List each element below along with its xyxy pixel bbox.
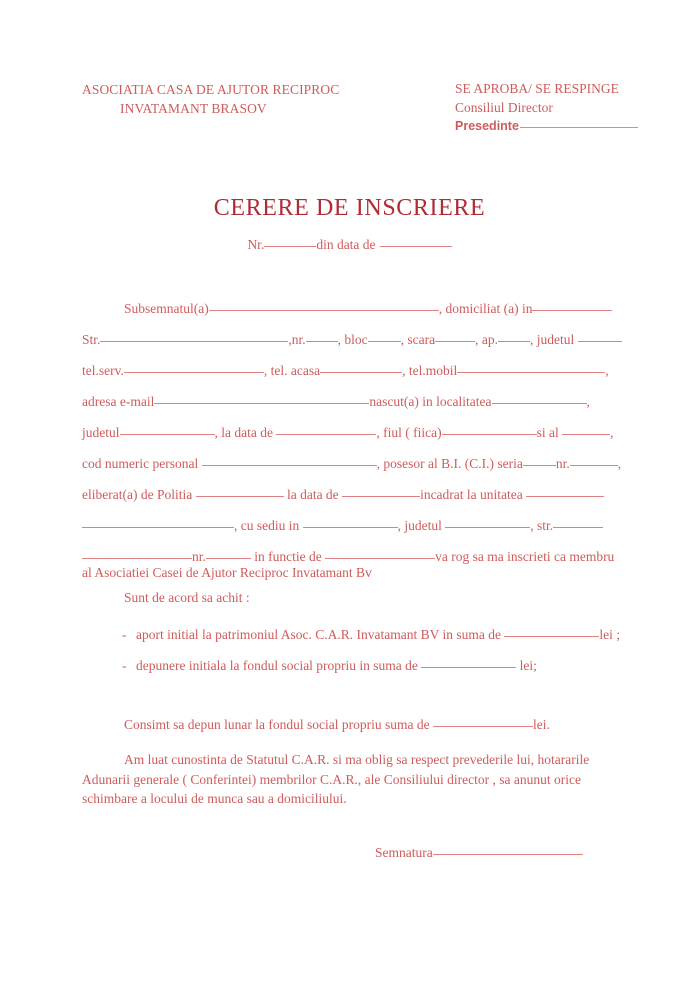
form-line-2-blank-0[interactable] <box>124 359 264 373</box>
form-line-6-label-0: eliberat(a) de Politia <box>82 487 196 502</box>
agreement-intro: Sunt de acord sa achit : <box>124 590 250 605</box>
form-line-3-label-2: , <box>586 394 590 409</box>
monthly-contribution-blank-0[interactable] <box>433 713 533 727</box>
form-line-6-blank-2[interactable] <box>526 483 604 497</box>
agreement-bullet-list <box>122 623 642 685</box>
form-line-1-blank-2[interactable] <box>368 328 401 342</box>
form-line-0-label-0: Subsemnatul(a) <box>124 301 209 316</box>
date-label: din data de <box>316 237 376 252</box>
signature-rule[interactable] <box>433 854 583 855</box>
date-input-rule[interactable] <box>380 246 452 247</box>
form-line-2-blank-2[interactable] <box>457 359 605 373</box>
form-line-2-label-3: , <box>605 363 609 378</box>
form-line-5-blank-0[interactable] <box>202 452 377 466</box>
form-line-3-blank-1[interactable] <box>492 390 587 404</box>
monthly-contribution-label-1: lei. <box>532 717 550 732</box>
form-line-4-label-0: judetul <box>82 425 120 440</box>
form-line-1-blank-3[interactable] <box>435 328 475 342</box>
form-line-7-label-0: , cu sediu in <box>234 518 303 533</box>
form-line-2-label-2: , tel.mobil <box>402 363 458 378</box>
president-label: Presedinte <box>455 119 519 133</box>
form-line-5-blank-2[interactable] <box>570 452 618 466</box>
form-line-7-label-2: , str. <box>530 518 554 533</box>
form-line-5-label-0: cod numeric personal <box>82 456 202 471</box>
form-line-6-label-2: incadrat la unitatea <box>420 487 527 502</box>
form-line-1-label-3: , scara <box>400 332 436 347</box>
form-line-3-label-1: nascut(a) in localitatea <box>369 394 492 409</box>
form-line-5-label-2: nr. <box>555 456 570 471</box>
form-line-7-label-1: , judetul <box>397 518 446 533</box>
form-line-2-label-0: tel.serv. <box>82 363 124 378</box>
president-signature-field[interactable] <box>455 117 685 136</box>
approval-block <box>455 80 685 136</box>
registration-number-line <box>0 237 699 253</box>
form-line-6-label-1: la data de <box>283 487 343 502</box>
form-line-1-blank-0[interactable] <box>100 328 288 342</box>
agreement-bullet-0-label-1: lei ; <box>599 627 620 642</box>
agreement-bullet-0-blank-0[interactable] <box>504 623 599 637</box>
form-line-1-blank-1[interactable] <box>306 328 338 342</box>
form-line-8-label-2: va rog sa ma inscrieti ca membru <box>435 549 615 564</box>
page-title: CERERE DE INSCRIERE <box>213 195 486 221</box>
agreement-bullet-0 <box>122 623 642 654</box>
form-line-0-blank-0[interactable] <box>209 297 439 311</box>
form-line-1-blank-5[interactable] <box>578 328 622 342</box>
form-line-8-label-0: nr. <box>192 549 206 564</box>
form-line-2 <box>82 359 627 390</box>
agreement-bullet-1 <box>122 654 642 685</box>
form-line-4-blank-0[interactable] <box>120 421 215 435</box>
form-line-5-label-3: , <box>617 456 622 471</box>
form-line-4-label-2: , fiul ( fiica) <box>376 425 442 440</box>
form-line-6 <box>82 483 627 514</box>
form-line-7-blank-3[interactable] <box>553 514 603 528</box>
president-signature-rule[interactable] <box>520 127 638 128</box>
form-line-1-label-0: Str. <box>82 332 101 347</box>
form-line-3 <box>82 390 627 421</box>
form-line-8-blank-0[interactable] <box>82 545 192 559</box>
form-line-1 <box>82 328 627 359</box>
form-line-7 <box>82 514 627 545</box>
form-line-4-blank-2[interactable] <box>442 421 537 435</box>
form-line-7-blank-0[interactable] <box>82 514 234 528</box>
form-line-1-label-1: ,nr. <box>288 332 306 347</box>
form-line-5-blank-1[interactable] <box>523 452 556 466</box>
form-line-0-blank-1[interactable] <box>532 297 612 311</box>
monthly-contribution-label-0: Consimt sa depun lunar la fondul social propriu suma de <box>124 717 433 732</box>
form-line-8-blank-1[interactable] <box>206 545 251 559</box>
form-line-4-blank-1[interactable] <box>276 421 376 435</box>
organization-name-line-2: INVATAMANT BRASOV <box>120 101 267 116</box>
form-line-4 <box>82 421 627 452</box>
form-line-2-label-1: , tel. acasa <box>263 363 321 378</box>
signature-field[interactable] <box>375 845 583 861</box>
form-line-4-blank-3[interactable] <box>562 421 610 435</box>
signature-label: Semnatura <box>375 845 433 860</box>
monthly-contribution-line <box>124 713 550 733</box>
form-line-4-label-3: si al <box>536 425 563 440</box>
form-line-5-label-1: , posesor al B.I. (C.I.) seria <box>376 456 523 471</box>
agreement-bullet-1-label-1: lei; <box>516 658 537 673</box>
association-membership-line: al Asociatiei Casei de Ajutor Reciproc Invatamant Bv <box>82 565 372 580</box>
form-line-8-blank-2[interactable] <box>325 545 435 559</box>
form-line-3-label-0: adresa e-mail <box>82 394 155 409</box>
form-line-1-label-5: , judetul <box>530 332 578 347</box>
form-line-7-blank-1[interactable] <box>303 514 398 528</box>
document-header <box>0 80 699 140</box>
council-label: Consiliul Director <box>455 99 553 115</box>
bullet-dash-icon: - <box>122 627 127 642</box>
form-line-1-label-4: , ap. <box>475 332 499 347</box>
form-line-8-label-1: in functie de <box>250 549 326 564</box>
form-line-5 <box>82 452 627 483</box>
statute-acknowledgement <box>82 750 630 809</box>
form-line-7-blank-2[interactable] <box>445 514 530 528</box>
agreement-bullet-0-label-0: aport initial la patrimoniul Asoc. C.A.R. Invatamant BV in suma de <box>136 627 505 642</box>
form-line-2-blank-1[interactable] <box>320 359 402 373</box>
form-line-4-label-4: , <box>610 425 614 440</box>
form-line-4-label-1: , la data de <box>214 425 277 440</box>
application-form-body <box>82 297 627 576</box>
bullet-dash-icon: - <box>122 658 127 673</box>
agreement-bullet-1-blank-0[interactable] <box>421 654 516 668</box>
statute-acknowledgement-paragraph: Am luat cunostinta de Statutul C.A.R. si ma oblig sa respect prevederile lui, hotararile Adunarii generale ( Conferintei) membrilor C.A.R., ale Consiliului director , sa anunut orice schimbare a locului de munca sau a domiciliului. <box>82 752 590 806</box>
form-line-6-blank-0[interactable] <box>196 483 284 497</box>
approval-decision-label: SE APROBA/ SE RESPINGE <box>455 81 619 96</box>
nr-input-rule[interactable] <box>264 246 316 247</box>
agreement-bullet-1-label-0: depunere initiala la fondul social propriu in suma de <box>136 658 422 673</box>
form-line-3-blank-0[interactable] <box>154 390 369 404</box>
organization-name-line-1: ASOCIATIA CASA DE AJUTOR RECIPROC <box>82 82 340 97</box>
form-line-0 <box>82 297 627 328</box>
organization-block <box>82 80 412 118</box>
form-line-6-blank-1[interactable] <box>342 483 420 497</box>
form-line-0-label-1: , domiciliat (a) in <box>438 301 533 316</box>
form-line-1-label-2: , bloc <box>337 332 368 347</box>
nr-label: Nr. <box>247 237 265 252</box>
form-line-1-blank-4[interactable] <box>498 328 530 342</box>
